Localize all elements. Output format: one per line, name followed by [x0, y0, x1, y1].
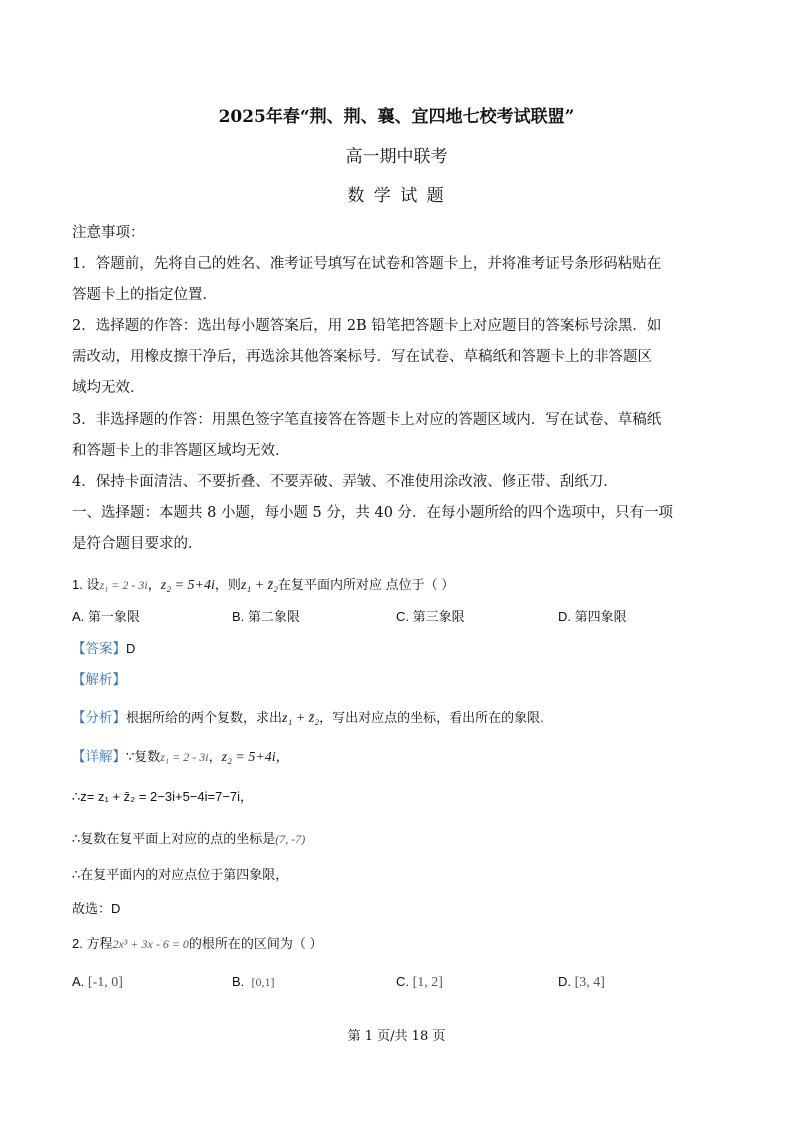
step2-text: ∴复数在复平面上对应的点的坐标是 [72, 831, 276, 846]
q2-option-c [396, 974, 443, 991]
q2-option-b [232, 974, 275, 990]
fenxi-text-1: 根据所给的两个复数，求出 [126, 710, 283, 725]
q2-stem [72, 933, 323, 952]
q1-expr: z₁ + z̄₂ [240, 578, 278, 593]
note-1-line-2: 答题卡上的指定位置． [72, 287, 217, 303]
notes-heading: 注意事项： [72, 225, 145, 241]
answer-tag: 【答案】 [72, 641, 126, 656]
q1-option-b: B. 第二象限 [232, 609, 300, 624]
answer-value: D [126, 641, 136, 656]
q1-stem [72, 574, 454, 594]
q1-option-c: C. 第三象限 [396, 609, 465, 624]
q2-prefix: 2. 方程 [72, 936, 113, 951]
fenxi-text-2: ，写出对应点的坐标，看出所在的象限. [319, 710, 544, 725]
q1-then: ，则 [214, 577, 241, 592]
q2-option-c-value: [1, 2] [412, 975, 443, 990]
exam-subject: 数 学 试 题 [347, 186, 446, 206]
exam-subtitle: 高一期中联考 [345, 147, 448, 167]
q2-option-a-label: A. [72, 974, 85, 989]
detail-z1: z₁ = 2 - 3i [160, 750, 209, 764]
q1-comma: ， [147, 577, 161, 592]
q2-option-b-value: [0,1] [251, 975, 275, 989]
q2-option-d-label: D. [558, 974, 571, 989]
q1-z2: z₂ = 5+4i [160, 578, 215, 593]
note-4: 4．保持卡面清洁、不要折叠、不要弄破、弄皱、不准使用涂改液、修正带、刮纸刀． [72, 474, 618, 490]
q1-step-2 [72, 828, 305, 847]
note-2-line-2: 需改动，用橡皮擦干净后，再选涂其他答案标号．写在试卷、草稿纸和答题卡上的非答题区 [72, 349, 652, 365]
note-3-line-2: 和答题卡上的非答题区域均无效． [72, 443, 290, 459]
q2-option-d [558, 974, 605, 991]
detail-end: ， [275, 749, 289, 764]
q2-option-c-label: C. [396, 974, 409, 989]
exam-title: 2025年春“荆、荆、襄、宜四地七校考试联盟” [218, 107, 575, 127]
section-1-line-2: 是符合题目要求的． [72, 536, 203, 552]
q1-step-1: ∴z= z₁ + z̄₂ = 2−3i+5−4i=7−7i， [72, 789, 254, 804]
q2-equation: 2x³ + 3x - 6 = 0 [112, 937, 189, 951]
q1-option-a: A. 第一象限 [72, 609, 140, 624]
step2-point: (7, -7) [275, 832, 306, 846]
page-number: 第 1 页/共 18 页 [347, 1029, 446, 1044]
q1-detail [72, 745, 289, 766]
q1-fenxi [72, 706, 544, 727]
detail-tag: 【详解】 [72, 749, 126, 764]
detail-sep: ， [208, 749, 222, 764]
q1-suffix: 在复平面内所对应 点位于（ ） [277, 577, 455, 592]
q1-z1: z₁ = 2 - 3i [99, 578, 148, 592]
section-1-line-1: 一、选择题：本题共 8 小题，每小题 5 分，共 40 分．在每小题所给的四个选项中，只有一项 [72, 505, 674, 521]
q1-choose: 故选：D [72, 901, 121, 916]
q1-answer [72, 637, 135, 657]
fenxi-tag: 【分析】 [72, 710, 126, 725]
fenxi-expr: z₁ + z̄₂ [282, 711, 320, 726]
detail-text: ∵复数 [126, 749, 161, 764]
q1-step-3: ∴在复平面内的对应点位于第四象限， [72, 867, 289, 882]
q2-option-b-label: B. [232, 974, 245, 989]
q2-option-a [72, 974, 123, 991]
analysis-tag: 【解析】 [72, 672, 126, 687]
note-2-line-3: 域均无效． [72, 380, 145, 396]
note-2-line-1: 2．选择题的作答：选出每小题答案后，用 2B 铅笔把答题卡上对应题目的答案标号涂黑．如 [72, 318, 662, 334]
note-1-line-1: 1．答题前，先将自己的姓名、准考证号填写在试卷和答题卡上，并将准考证号条形码粘贴在 [72, 256, 662, 272]
q1-prefix: 1. 设 [72, 577, 100, 592]
q2-option-a-value: [-1, 0] [87, 975, 123, 990]
q1-option-d: D. 第四象限 [558, 609, 627, 624]
note-3-line-1: 3．非选择题的作答：用黑色签字笔直接答在答题卡上对应的答题区域内．写在试卷、草稿纸 [72, 412, 662, 428]
detail-z2: z₂ = 5+4i [221, 750, 276, 765]
q2-option-d-value: [3, 4] [574, 975, 605, 990]
q2-suffix: 的根所在的区间为（ ） [188, 936, 323, 951]
